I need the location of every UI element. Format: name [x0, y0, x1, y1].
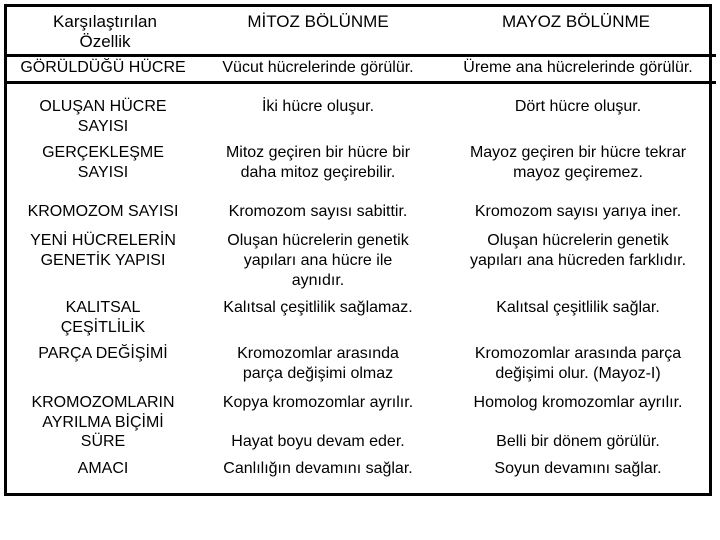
row-2-mitoz [198, 97, 438, 117]
row-6-mayoz [436, 298, 720, 318]
row-5-mayoz [436, 231, 720, 271]
row-7-mitoz-line: Kromozomlar arasında [237, 345, 399, 362]
row-8-mayoz-line: Homolog kromozomlar ayrılır. [473, 394, 683, 411]
row-6-mayoz-line: Kalıtsal çeşitlilik sağlar. [496, 299, 660, 316]
header-feature-line2: Özellik [79, 32, 131, 51]
row-8-label [6, 393, 200, 433]
row-10-label-line: AMACI [77, 460, 129, 477]
row-6-mitoz-line: Kalıtsal çeşitlilik sağlamaz. [223, 299, 413, 316]
row-2-label [6, 97, 200, 137]
row-9-mitoz-line: Hayat boyu devam eder. [231, 433, 405, 450]
row-3-mitoz-line: Mitoz geçiren bir hücre bir [225, 144, 411, 161]
row-1-mitoz-line: Vücut hücrelerinde görülür. [222, 59, 414, 76]
row-6-mitoz [198, 298, 438, 318]
row-4-label [6, 202, 200, 222]
row-1-mayoz-line: Üreme ana hücrelerinde görülür. [463, 59, 693, 76]
row-9-mayoz [436, 432, 720, 452]
row-7-label-line: PARÇA DEĞİŞİMİ [38, 345, 168, 362]
row-3-mayoz [436, 143, 720, 183]
row-8-label-line: KROMOZOMLARIN [31, 394, 175, 411]
row-1-label-line: GÖRÜLDÜĞÜ HÜCRE [20, 59, 186, 76]
row-4-mitoz [198, 202, 438, 222]
row-7-mayoz-line: değişimi olur. (Mayoz-I) [495, 365, 661, 382]
row-divider [4, 81, 716, 84]
row-2-label-line: OLUŞAN HÜCRE [39, 98, 167, 115]
row-5-label-line: GENETİK YAPISI [40, 252, 166, 269]
row-5-mayoz-line: yapıları ana hücreden farklıdır. [469, 252, 687, 269]
row-5-mayoz-line: Oluşan hücrelerin genetik [487, 232, 669, 249]
header-feature-label [12, 12, 198, 52]
row-2-mitoz-line: İki hücre oluşur. [261, 98, 375, 115]
row-5-label [6, 231, 200, 271]
row-3-label-line: SAYISI [77, 164, 129, 181]
header-divider [4, 54, 716, 57]
row-6-label-line: ÇEŞİTLİLİK [60, 319, 146, 336]
row-6-label-line: KALITSAL [65, 299, 141, 316]
row-9-mitoz [198, 432, 438, 452]
row-3-label-line: GERÇEKLEŞME [42, 144, 164, 161]
row-9-label [6, 432, 200, 452]
row-3-mitoz [198, 143, 438, 183]
row-10-mitoz-line: Canlılığın devamını sağlar. [223, 460, 413, 477]
row-9-mayoz-line: Belli bir dönem görülür. [496, 433, 660, 450]
row-2-mayoz [436, 97, 720, 117]
row-2-mayoz-line: Dört hücre oluşur. [514, 98, 642, 115]
row-5-mitoz [198, 231, 438, 291]
row-4-label-line: KROMOZOM SAYISI [27, 203, 179, 220]
row-5-label-line: YENİ HÜCRELERİN [30, 232, 176, 249]
row-8-mitoz-line: Kopya kromozomlar ayrılır. [222, 394, 414, 411]
header-feature-line1: Karşılaştırılan [53, 12, 157, 31]
row-4-mayoz [436, 202, 720, 222]
header-mitoz: MİTOZ BÖLÜNME [247, 12, 389, 31]
row-7-mitoz [198, 344, 438, 384]
row-6-label [6, 298, 200, 338]
row-8-label-line: AYRILMA BİÇİMİ [42, 414, 164, 431]
row-1-label [6, 58, 200, 78]
row-10-mayoz-line: Soyun devamını sağlar. [494, 460, 662, 477]
row-8-mayoz [436, 393, 720, 413]
row-7-mitoz-line: parça değişimi olmaz [242, 365, 394, 382]
row-2-label-line: SAYISI [77, 118, 129, 135]
row-9-label-line: SÜRE [80, 433, 126, 450]
row-5-mitoz-line: yapıları ana hücre ile [243, 252, 393, 269]
header-mayoz: MAYOZ BÖLÜNME [502, 12, 650, 31]
row-4-mayoz-line: Kromozom sayısı yarıya iner. [474, 203, 682, 220]
row-1-mitoz [198, 58, 438, 78]
row-3-mayoz-line: Mayoz geçiren bir hücre tekrar [469, 144, 687, 161]
row-8-mitoz [198, 393, 438, 413]
row-5-mitoz-line: aynıdır. [291, 272, 345, 289]
row-10-label [6, 459, 200, 479]
row-10-mitoz [198, 459, 438, 479]
row-7-mayoz [436, 344, 720, 384]
row-3-label [6, 143, 200, 183]
row-3-mitoz-line: daha mitoz geçirebilir. [240, 164, 396, 181]
row-1-mayoz [436, 58, 720, 78]
row-7-mayoz-line: Kromozomlar arasında parça [474, 345, 682, 362]
row-3-mayoz-line: mayoz geçiremez. [513, 164, 643, 181]
row-7-label [6, 344, 200, 364]
row-5-mitoz-line: Oluşan hücrelerin genetik [227, 232, 409, 249]
row-10-mayoz [436, 459, 720, 479]
row-4-mitoz-line: Kromozom sayısı sabittir. [228, 203, 408, 220]
